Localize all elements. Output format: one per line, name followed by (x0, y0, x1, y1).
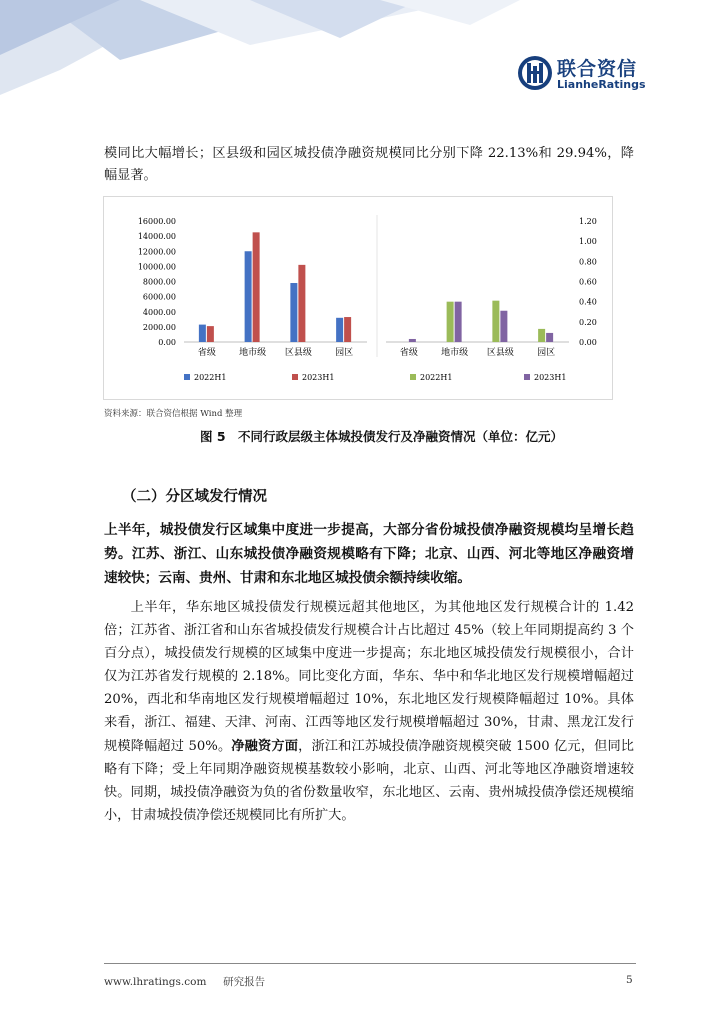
left-y-tick-label: 8000.00 (142, 277, 176, 287)
page-number: 5 (626, 974, 633, 986)
figure-caption: 图 5 不同行政层级主体城投债发行及净融资情况（单位：亿元） (200, 429, 564, 444)
legend-label: 2023H1 (534, 373, 567, 382)
left-y-tick-label: 4000.00 (142, 307, 176, 317)
footer-divider (104, 963, 636, 964)
lianhe-logo-icon (517, 55, 553, 91)
right-y-tick-label: 0.80 (579, 257, 597, 267)
logo-name-cn: 联合资信 (557, 58, 638, 80)
right-bar (455, 302, 462, 342)
left-category-label: 地市级 (239, 348, 267, 358)
company-logo (517, 55, 647, 95)
body-paragraph (104, 596, 634, 827)
summary-paragraph: 上半年，城投债发行区域集中度进一步提高，大部分省份城投债净融资规模均呈增长趋势。江苏、浙江、山东城投债净融资规模略有下降；北京、山西、河北等地区净融资增速较快；云南、贵州、甘肃和东北地区城投债余额持续收缩。 (104, 522, 634, 586)
right-y-tick-label: 0.20 (579, 317, 597, 327)
right-category-label: 地市级 (441, 348, 469, 358)
left-category-label: 省级 (197, 348, 216, 358)
figure-5-chart (103, 196, 613, 400)
right-y-tick-label: 0.00 (579, 338, 597, 347)
chart-canvas (104, 197, 612, 399)
right-y-tick-label: 0.60 (579, 277, 597, 287)
left-category-label: 园区 (335, 348, 354, 358)
legend-label: 2023H1 (302, 373, 335, 382)
source-note: 资料来源：联合资信根据 Wind 整理 (104, 409, 243, 419)
left-y-tick-label: 16000.00 (137, 217, 176, 226)
right-category-label: 区县级 (486, 348, 514, 358)
intro-paragraph: 模同比大幅增长；区县级和园区城投债净融资规模同比分别下降 22.13%和 29.94%，降幅显著。 (104, 146, 634, 183)
right-bar (538, 329, 545, 342)
left-bar (245, 251, 252, 342)
right-bar (409, 339, 416, 342)
left-bar (253, 232, 260, 342)
right-y-tick-label: 1.20 (579, 217, 597, 226)
net-financing-label: 净融资方面 (231, 738, 299, 754)
footer-info (104, 974, 265, 989)
right-category-label: 园区 (537, 348, 556, 358)
left-y-tick-label: 10000.00 (137, 262, 176, 272)
legend-swatch (184, 374, 190, 380)
legend-swatch (292, 374, 298, 380)
logo-name-en: LianheRatings (557, 78, 646, 91)
right-bar (546, 333, 553, 342)
body-text-2: ，浙江和江苏城投债净融资规模突破 1500 亿元，但同比略有下降；受上年同期净融资规模基数较小影响，北京、山西、河北等地区净融资增速较快。同期，城投债净融资为负的省份数量收窄，东北地区、云南、贵州城投债净偿还规模缩小，甘肃城投债净偿还规模同比有所扩大。 (104, 738, 634, 823)
left-bar (199, 325, 206, 342)
left-bar (298, 265, 305, 342)
left-category-label: 区县级 (284, 348, 312, 358)
right-category-label: 省级 (399, 348, 418, 358)
right-bar (492, 301, 499, 342)
right-y-tick-label: 1.00 (579, 237, 597, 247)
footer-report-type: 研究报告 (223, 976, 266, 988)
footer-website[interactable]: www.lhratings.com (104, 976, 207, 988)
left-bar (207, 326, 214, 342)
left-y-tick-label: 12000.00 (137, 247, 176, 257)
left-y-tick-label: 14000.00 (137, 232, 176, 242)
body-text-1: 上半年，华东地区城投债发行规模远超其他地区，为其他地区发行规模合计的 1.42 倍；江苏省、浙江省和山东省城投债发行规模合计占比超过 45%（较上年同期提高约 3 个百分点），城投债发行规模的区域集中度进一步提高；东北地区城投债发行规模很小，合计仅为江苏省发行规模的 2.18%。同比变化方面，华东、华中和华北地区发行规模增幅超过 20%，西北和华南地区发行规模增幅超过 10%，东北地区发行规模降幅超过 10%。具体来看，浙江、福建、天津、河南、江西等地区发行规模增幅超过 30%，甘肃、黑龙江发行规模降幅超过 50%。 (104, 600, 634, 754)
left-bar (290, 283, 297, 342)
legend-swatch (410, 374, 416, 380)
right-y-tick-label: 0.40 (579, 297, 597, 307)
legend-label: 2022H1 (194, 373, 227, 382)
legend-label: 2022H1 (420, 373, 453, 382)
left-y-tick-label: 6000.00 (142, 292, 176, 302)
left-bar (344, 317, 351, 342)
legend-swatch (524, 374, 530, 380)
section-title: （二）分区域发行情况 (122, 489, 267, 505)
left-bar (336, 318, 343, 342)
right-bar (447, 302, 454, 342)
right-bar (500, 311, 507, 342)
left-y-tick-label: 2000.00 (142, 322, 176, 332)
left-y-tick-label: 0.00 (158, 338, 176, 347)
